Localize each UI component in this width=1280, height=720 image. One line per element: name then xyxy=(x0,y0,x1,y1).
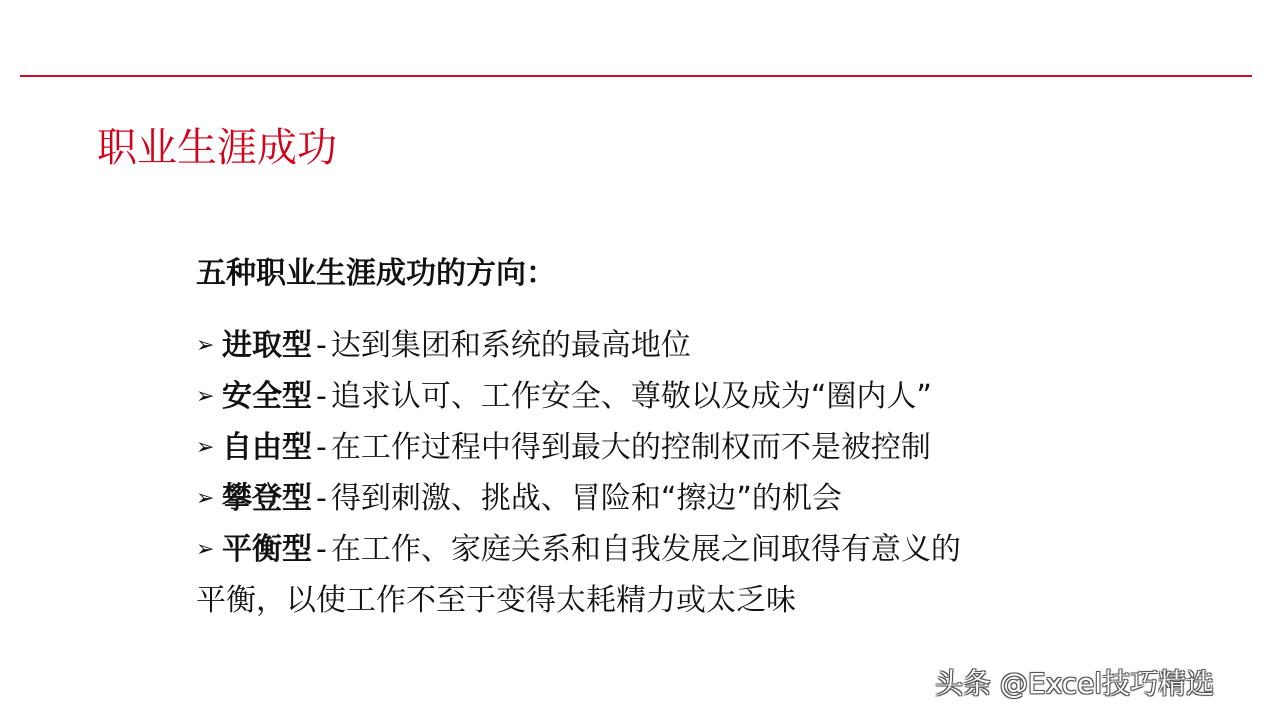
bullet-continuation: 平衡，以使工作不至于变得太耗精力或太乏味 xyxy=(196,583,796,618)
bullet-term: 攀登型 xyxy=(222,481,312,516)
bullet-item-freedom xyxy=(196,422,1096,473)
bullet-separator: - xyxy=(316,532,327,567)
arrow-bullet-icon: ➢ xyxy=(196,486,215,511)
bullet-item-balance xyxy=(196,524,1096,575)
bullet-separator: - xyxy=(316,328,327,363)
bullet-item-climbing xyxy=(196,473,1096,524)
bullet-term: 平衡型 xyxy=(222,532,312,567)
arrow-bullet-icon: ➢ xyxy=(196,537,215,562)
bullet-term: 进取型 xyxy=(222,328,312,363)
arrow-bullet-icon: ➢ xyxy=(196,333,215,358)
bullet-term: 自由型 xyxy=(222,430,312,465)
bullet-description: 达到集团和系统的最高地位 xyxy=(330,328,691,363)
bullet-item-security xyxy=(196,371,1096,422)
subheading: 五种职业生涯成功的方向： xyxy=(196,256,556,291)
bullet-item-aggressive xyxy=(196,320,1096,371)
bullet-term: 安全型 xyxy=(222,379,312,414)
top-divider-line xyxy=(20,75,1252,77)
bullet-description: 在工作、家庭关系和自我发展之间取得有意义的 xyxy=(330,532,961,567)
arrow-bullet-icon: ➢ xyxy=(196,384,215,409)
slide-content xyxy=(196,250,1096,626)
bullet-separator: - xyxy=(316,379,327,414)
bullet-separator: - xyxy=(316,430,327,465)
watermark-text: 头条 @Excel技巧精选 xyxy=(935,667,1215,700)
bullet-description: 追求认可、工作安全、尊敬以及成为“圈内人” xyxy=(330,379,932,414)
arrow-bullet-icon: ➢ xyxy=(196,435,215,460)
slide-title: 职业生涯成功 xyxy=(97,125,337,171)
bullet-description: 在工作过程中得到最大的控制权而不是被控制 xyxy=(330,430,931,465)
bullet-separator: - xyxy=(316,481,327,516)
bullet-description: 得到刺激、挑战、冒险和“擦边”的机会 xyxy=(330,481,842,516)
